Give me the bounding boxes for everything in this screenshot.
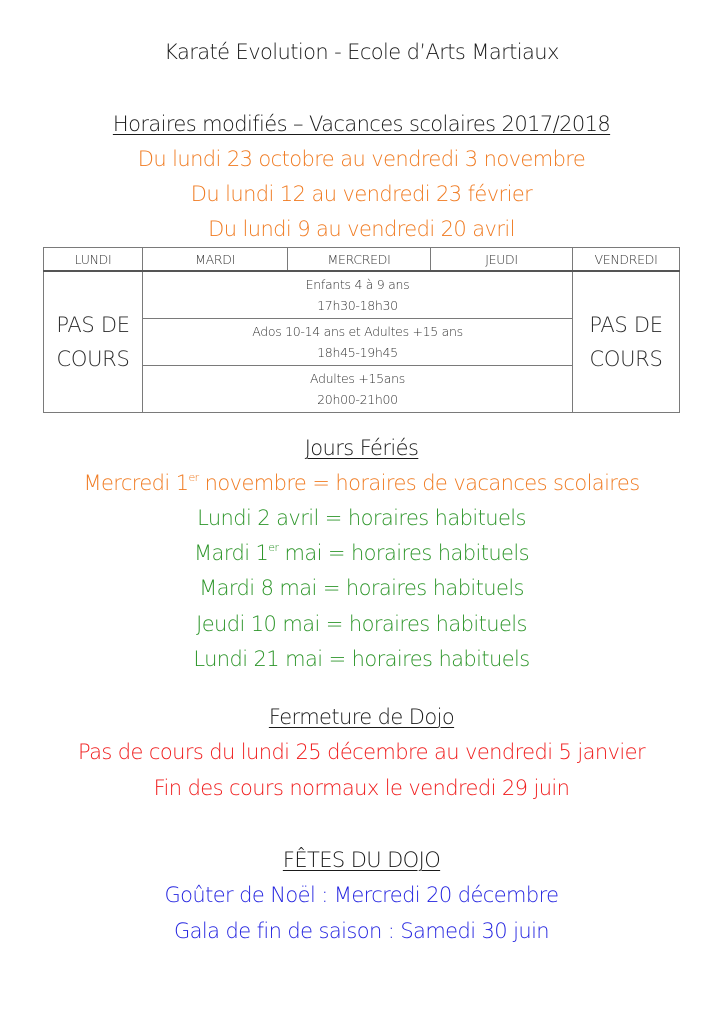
- item-text: mai = horaires habituels: [278, 541, 529, 565]
- closed-text: COURS: [589, 347, 663, 371]
- vendredi-closed-cell: [573, 271, 680, 413]
- item-text: Mardi 1: [194, 541, 269, 565]
- item-text: novembre = horaires de vacances scolaires: [198, 471, 640, 495]
- jour-ferie-item: [0, 576, 723, 600]
- item-text: Mercredi 1: [83, 471, 189, 495]
- header-vendredi: VENDREDI: [573, 248, 680, 272]
- item-text: Lundi 2 avril = horaires habituels: [197, 506, 526, 530]
- item-text: Jeudi 10 mai = horaires habituels: [196, 612, 527, 636]
- slot-cell: [143, 366, 573, 413]
- fete-item: Goûter de Noël : Mercredi 20 décembre: [164, 883, 559, 907]
- slot-time: 18h45-19h45: [317, 345, 398, 360]
- closed-text: COURS: [56, 347, 130, 371]
- table-header-row: [44, 248, 680, 272]
- header-mardi: MARDI: [143, 248, 288, 272]
- slot-time: 20h00-21h00: [317, 392, 398, 407]
- jour-ferie-item: [0, 541, 723, 565]
- item-text: Mardi 8 mai = horaires habituels: [199, 576, 524, 600]
- slot-group: Adultes +15ans: [309, 371, 405, 386]
- document-title: Karaté Evolution - Ecole d’Arts Martiaux: [164, 40, 559, 64]
- slot-group: Enfants 4 à 9 ans: [305, 277, 410, 292]
- closed-text: PAS DE: [589, 313, 663, 337]
- closed-text: PAS DE: [56, 313, 130, 337]
- jour-ferie-item: [0, 471, 723, 495]
- fermeture-heading: Fermeture de Dojo: [268, 705, 455, 729]
- lundi-closed-cell: [44, 271, 143, 413]
- jour-ferie-item: [0, 612, 723, 636]
- fetes-heading: FÊTES DU DOJO: [282, 848, 441, 872]
- slot-time: 17h30-18h30: [317, 298, 398, 313]
- item-text: Lundi 21 mai = horaires habituels: [193, 647, 530, 671]
- vacances-period: Du lundi 12 au vendredi 23 février: [190, 182, 533, 206]
- vacances-heading: Horaires modifiés – Vacances scolaires 2017/2018: [112, 112, 611, 136]
- schedule-table: [43, 247, 680, 413]
- header-mercredi: MERCREDI: [288, 248, 431, 272]
- item-sup: er: [268, 541, 279, 554]
- header-jeudi: JEUDI: [431, 248, 573, 272]
- jours-feries-heading: Jours Fériés: [304, 436, 419, 460]
- item-sup: er: [188, 471, 199, 484]
- slot-cell: [143, 319, 573, 366]
- jour-ferie-item: [0, 506, 723, 530]
- fete-item: Gala de fin de saison : Samedi 30 juin: [173, 919, 550, 943]
- vacances-period: Du lundi 23 octobre au vendredi 3 novembre: [137, 147, 586, 171]
- fermeture-item: Fin des cours normaux le vendredi 29 juin: [153, 776, 570, 800]
- jour-ferie-item: [0, 647, 723, 671]
- table-row: [44, 271, 680, 319]
- vacances-period: Du lundi 9 au vendredi 20 avril: [208, 217, 515, 241]
- header-lundi: LUNDI: [44, 248, 143, 272]
- fermeture-item: Pas de cours du lundi 25 décembre au vendredi 5 janvier: [78, 740, 645, 764]
- slot-cell: [143, 271, 573, 319]
- slot-group: Ados 10-14 ans et Adultes +15 ans: [252, 324, 463, 339]
